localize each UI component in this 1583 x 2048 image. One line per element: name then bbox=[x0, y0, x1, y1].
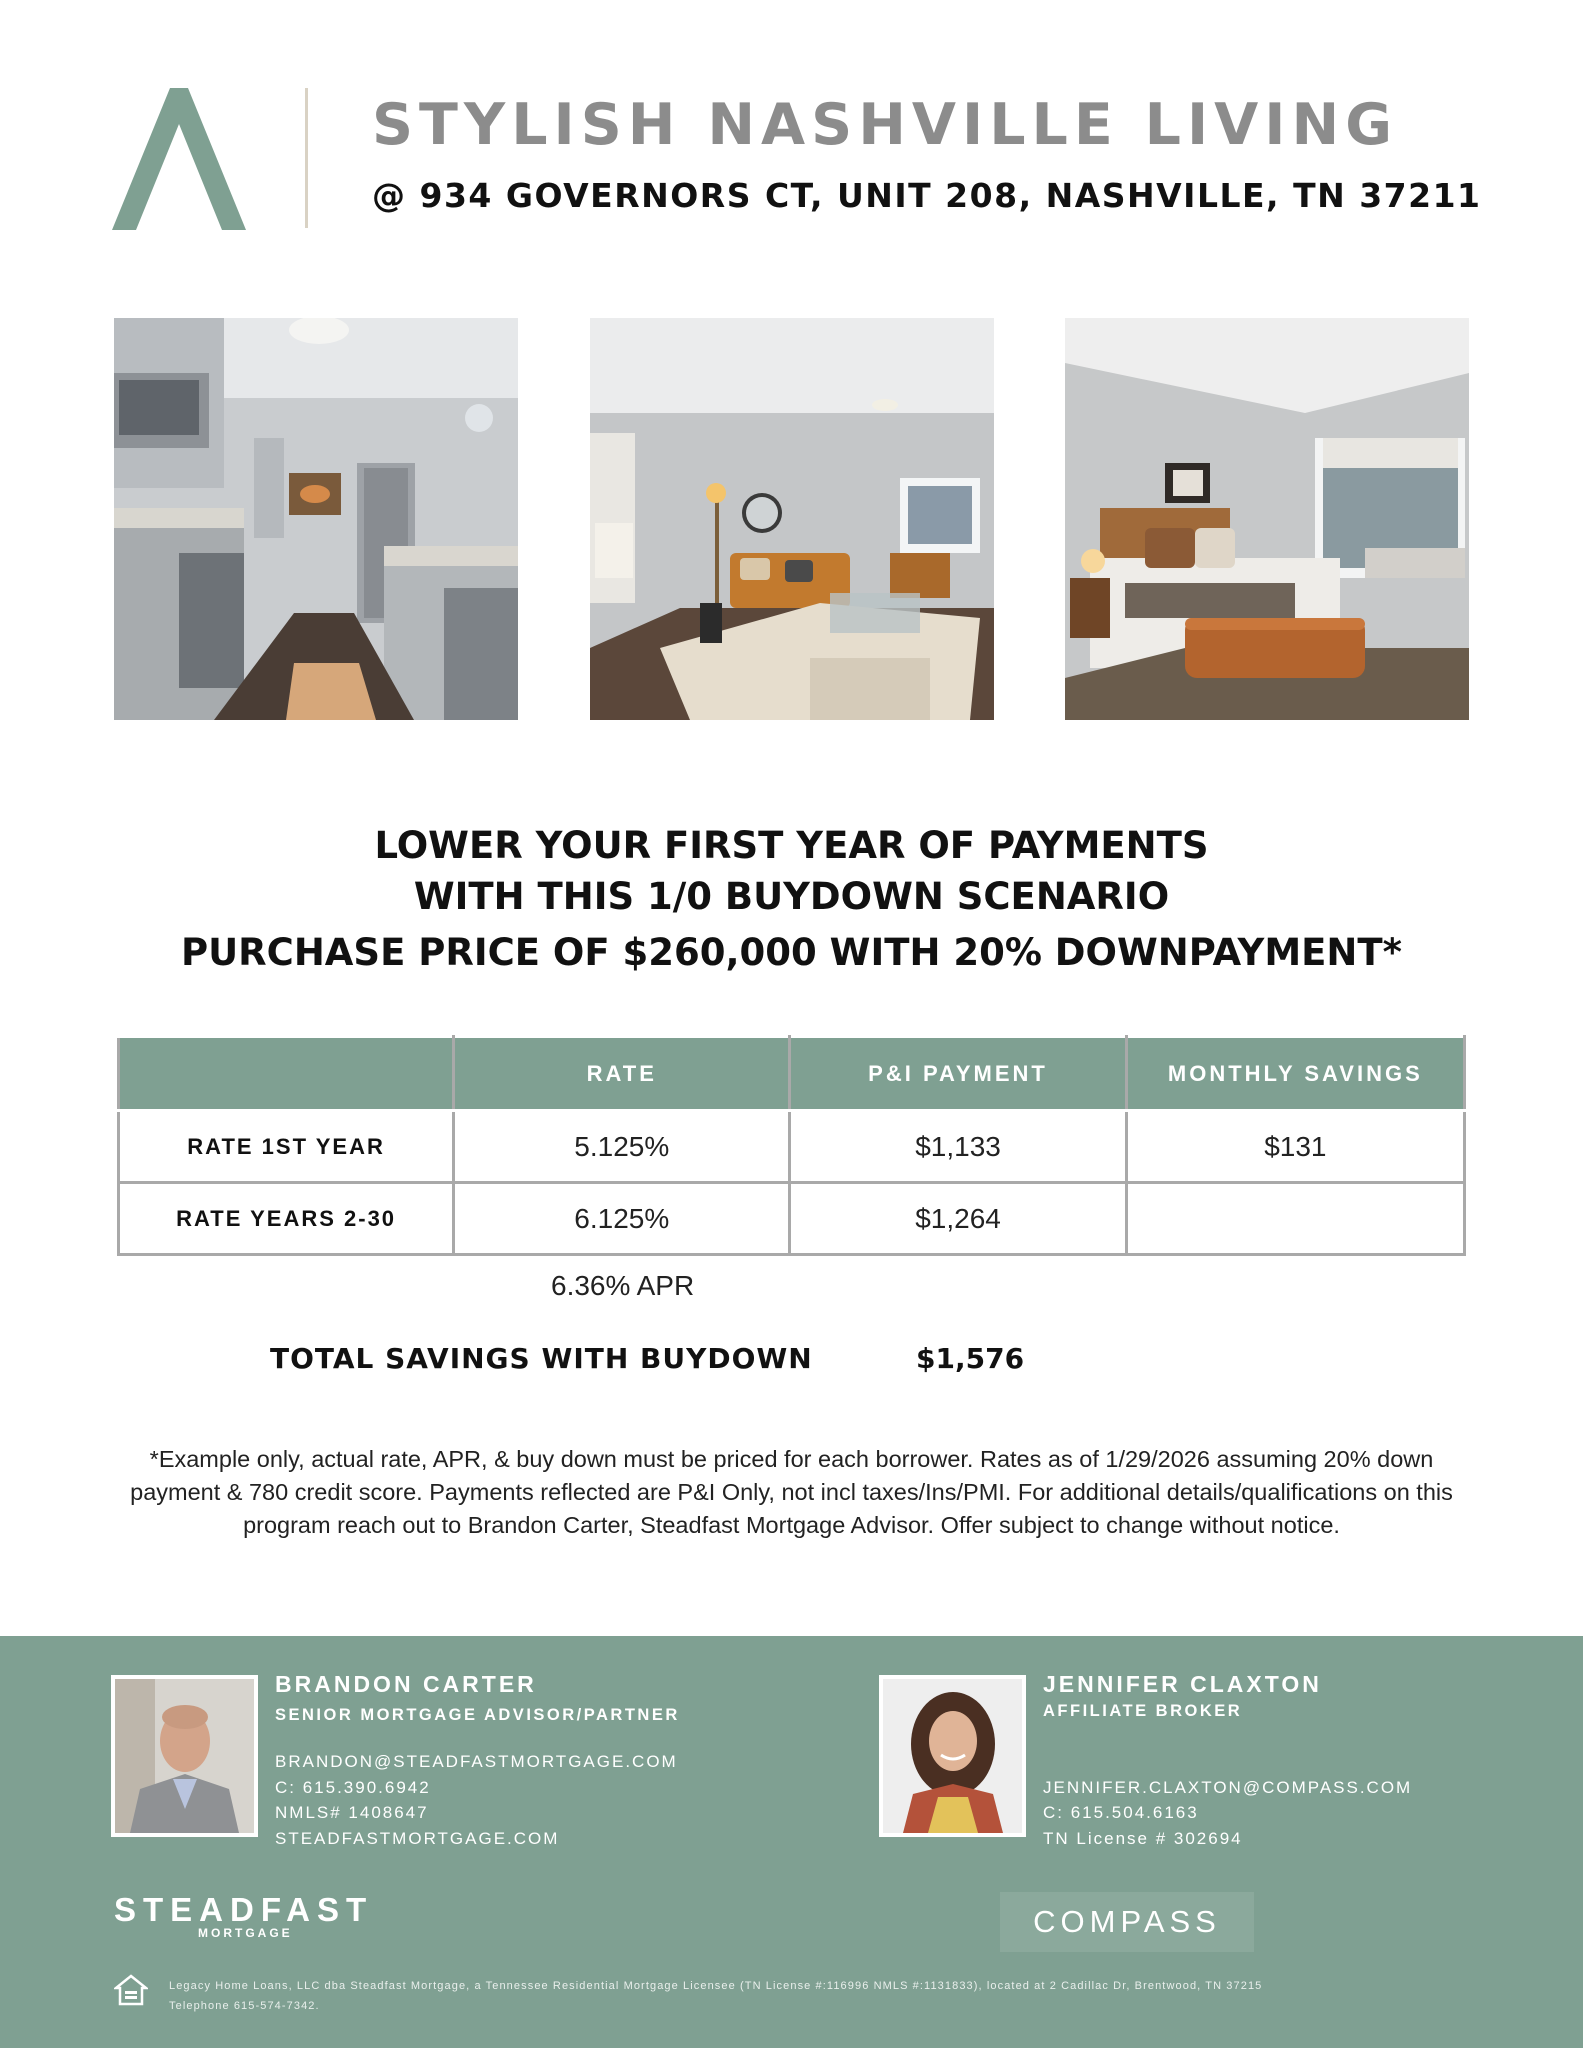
savings-cell: $131 bbox=[1126, 1111, 1464, 1183]
steadfast-mortgage-logo bbox=[114, 1891, 374, 1940]
table-row bbox=[119, 1183, 1465, 1255]
brandon-email[interactable]: BRANDON@STEADFASTMORTGAGE.COM bbox=[275, 1752, 678, 1771]
steadfast-logo-sub: MORTGAGE bbox=[198, 1926, 293, 1940]
kitchen-photo bbox=[114, 318, 518, 720]
total-savings-value: $1,576 bbox=[916, 1342, 1025, 1375]
jennifer-headshot bbox=[879, 1675, 1026, 1837]
equal-housing-icon bbox=[114, 1974, 148, 2008]
total-savings-label: TOTAL SAVINGS WITH BUYDOWN bbox=[270, 1342, 813, 1375]
living-room-photo bbox=[590, 318, 994, 720]
jennifer-title: AFFILIATE BROKER bbox=[1043, 1702, 1243, 1720]
page-title: STYLISH NASHVILLE LIVING bbox=[372, 92, 1398, 158]
savings-cell bbox=[1126, 1183, 1464, 1255]
disclaimer-text: *Example only, actual rate, APR, & buy down must be priced for each borrower. Rates as of 1/29/2026 assuming 20% down payment & 780 credit score. Payments reflected are P&I Only, not incl taxes/Ins/PMI. For additional details/qualifications on this program reach out to Brandon Carter, Steadfast Mortgage Advisor. Offer subject to change without notice. bbox=[130, 1446, 1453, 1538]
headline-line-2: WITH THIS 1/0 BUYDOWN SCENARIO bbox=[413, 875, 1170, 918]
bedroom-photo bbox=[1065, 318, 1469, 720]
steadfast-logo-word: STEADFAST bbox=[114, 1891, 374, 1928]
brandon-title: SENIOR MORTGAGE ADVISOR/PARTNER bbox=[275, 1706, 680, 1724]
legal-line-1: Legacy Home Loans, LLC dba Steadfast Mortgage, a Tennessee Residential Mortgage Licensee (TN License #:116996 NMLS #:1131833), located at 2 Cadillac Dr, Brentwood, TN 37215 bbox=[169, 1980, 1263, 1992]
table-header-rate: RATE bbox=[454, 1037, 790, 1111]
row-label: RATE 1ST YEAR bbox=[119, 1111, 454, 1183]
rate-cell: 5.125% bbox=[454, 1111, 790, 1183]
brand-peak-logo bbox=[112, 88, 246, 230]
legal-disclosure bbox=[169, 1976, 1369, 2016]
jennifer-license: TN License # 302694 bbox=[1043, 1829, 1243, 1848]
headline-line-3: PURCHASE PRICE OF $260,000 WITH 20% DOWNPAYMENT* bbox=[181, 931, 1402, 974]
header-divider bbox=[305, 88, 308, 228]
brandon-nmls: NMLS# 1408647 bbox=[275, 1803, 429, 1822]
table-header-empty bbox=[119, 1037, 454, 1111]
table-header-row bbox=[119, 1037, 1465, 1111]
table-row bbox=[119, 1111, 1465, 1183]
compass-logo: COMPASS bbox=[1000, 1892, 1254, 1952]
brandon-name: BRANDON CARTER bbox=[275, 1671, 537, 1697]
payment-cell: $1,133 bbox=[790, 1111, 1126, 1183]
buydown-rate-table bbox=[117, 1035, 1466, 1256]
rate-cell: 6.125% bbox=[454, 1183, 790, 1255]
table-header-savings: MONTHLY SAVINGS bbox=[1126, 1037, 1464, 1111]
payment-cell: $1,264 bbox=[790, 1183, 1126, 1255]
brandon-headshot bbox=[111, 1675, 258, 1837]
headline-line-1: LOWER YOUR FIRST YEAR OF PAYMENTS bbox=[374, 824, 1209, 867]
table-header-payment: P&I PAYMENT bbox=[790, 1037, 1126, 1111]
property-address: @ 934 GOVERNORS CT, UNIT 208, NASHVILLE, TN 37211 bbox=[372, 176, 1482, 215]
row-label: RATE YEARS 2-30 bbox=[119, 1183, 454, 1255]
jennifer-phone[interactable]: C: 615.504.6163 bbox=[1043, 1803, 1199, 1822]
brandon-phone[interactable]: C: 615.390.6942 bbox=[275, 1778, 431, 1797]
legal-line-2: Telephone 615-574-7342. bbox=[169, 2000, 320, 2012]
jennifer-name: JENNIFER CLAXTON bbox=[1043, 1671, 1322, 1697]
brandon-website[interactable]: STEADFASTMORTGAGE.COM bbox=[275, 1829, 560, 1848]
apr-text: 6.36% APR bbox=[551, 1270, 695, 1301]
jennifer-email[interactable]: JENNIFER.CLAXTON@COMPASS.COM bbox=[1043, 1778, 1413, 1797]
